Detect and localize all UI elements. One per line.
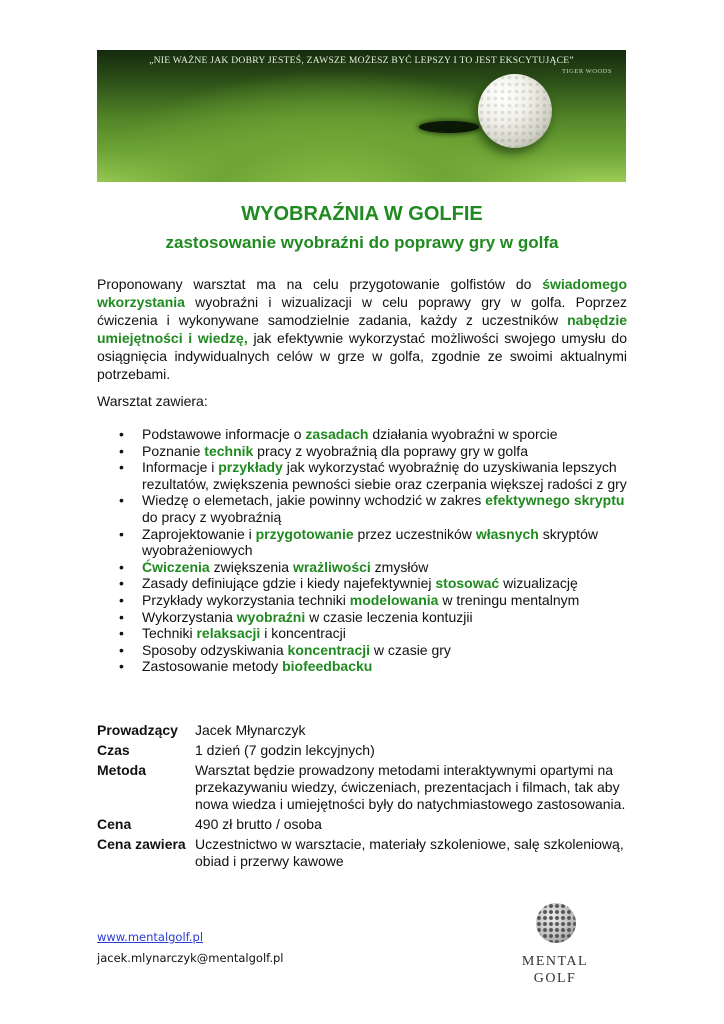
info-value: Uczestnictwo w warsztacie, materiały szkoleniowe, salę szkoleniową, obiad i przerwy kawowe bbox=[195, 836, 624, 869]
info-value: 1 dzień (7 godzin lekcyjnych) bbox=[195, 742, 375, 758]
info-label: Cena zawiera bbox=[97, 836, 186, 852]
list-item: • Zaprojektowanie i przygotowanie przez uczestników własnych skryptów wyobrażeniowych bbox=[119, 526, 629, 559]
logo-line-2: GOLF bbox=[533, 971, 577, 986]
table-row bbox=[97, 836, 627, 873]
footer-contact bbox=[97, 930, 284, 965]
mental-golf-logo bbox=[520, 903, 590, 991]
golf-hole-icon bbox=[419, 121, 479, 133]
list-item: • Zastosowanie metody biofeedbacku bbox=[119, 658, 629, 675]
workshop-info-table bbox=[97, 722, 627, 873]
logo-line-1: MENTAL bbox=[521, 954, 589, 969]
list-item: • Wykorzystania wyobraźni w czasie leczenia kontuzjii bbox=[119, 609, 629, 626]
golf-ball-logo-icon bbox=[536, 903, 576, 943]
info-label: Metoda bbox=[97, 762, 146, 778]
list-item: • Zasady definiujące gdzie i kiedy najefektywniej stosować wizualizację bbox=[119, 575, 629, 592]
banner-quote-author: TIGER WOODS bbox=[562, 68, 612, 75]
list-item: • Wiedzę o elemetach, jakie powinny wchodzić w zakres efektywnego skryptu do pracy z wyobraźnią bbox=[119, 492, 629, 525]
info-label: Cena bbox=[97, 816, 132, 832]
banner-quote: „NIE WAŻNE JAK DOBRY JESTEŚ, ZAWSZE MOŻESZ BYĆ LEPSZY I TO JEST EKSCYTUJĄCE” bbox=[149, 55, 574, 66]
list-item: • Podstawowe informacje o zasadach działania wyobraźni w sporcie bbox=[119, 426, 629, 443]
info-label: Prowadzący bbox=[97, 722, 178, 738]
list-item: • Informacje i przykłady jak wykorzystać wyobraźnię do uzyskiwania lepszych rezultatów, zwiększenia pewności siebie oraz czerpania większej radości z gry bbox=[119, 459, 629, 492]
page-subtitle: zastosowanie wyobraźni do poprawy gry w golfa bbox=[165, 233, 559, 252]
contains-label: Warsztat zawiera: bbox=[97, 393, 208, 409]
workshop-items-list bbox=[119, 426, 629, 675]
table-row bbox=[97, 762, 627, 816]
table-row bbox=[97, 742, 627, 762]
info-value: 490 zł brutto / osoba bbox=[195, 816, 322, 832]
list-item: • Techniki relaksacji i koncentracji bbox=[119, 625, 629, 642]
info-value: Warsztat będzie prowadzony metodami interaktywnymi opartymi na przekazywaniu wiedzy, ćwiczeniach, prezentacjach i filmach, tak aby nowa wiedza i umiejętności były do natychmiastowego zastosowania. bbox=[195, 762, 626, 812]
intro-paragraph: Proponowany warsztat ma na celu przygotowanie golfistów do świadomego wkorzystania wyobraźni i wizualizacji w celu poprawy gry w golfa. Poprzez ćwiczenia i wykonywane samodzielnie zadania, każdy z uczestników nabędzie umiejętności i wiedzę, jak efektywnie wykorzystać możliwości swojego umysłu do osiągnięcia indywidualnych celów w grze w golfa, zgodnie ze swoimi aktualnymi potrzebami. bbox=[97, 276, 628, 382]
list-item: • Sposoby odzyskiwania koncentracji w czasie gry bbox=[119, 642, 629, 659]
page-title: WYOBRAŹNIA W GOLFIE bbox=[241, 203, 483, 225]
list-item: • Ćwiczenia zwiększenia wrażliwości zmysłów bbox=[119, 559, 629, 576]
list-item: • Poznanie technik pracy z wyobraźnią dla poprawy gry w golfa bbox=[119, 443, 629, 460]
table-row bbox=[97, 816, 627, 836]
table-row bbox=[97, 722, 627, 742]
info-value: Jacek Młynarczyk bbox=[195, 722, 306, 738]
website-link[interactable]: www.mentalgolf.pl bbox=[97, 930, 204, 944]
contact-email: jacek.mlynarczyk@mentalgolf.pl bbox=[97, 951, 284, 965]
golf-ball-icon bbox=[478, 74, 552, 148]
info-label: Czas bbox=[97, 742, 130, 758]
header-banner-image bbox=[97, 50, 626, 182]
list-item: • Przykłady wykorzystania techniki modelowania w treningu mentalnym bbox=[119, 592, 629, 609]
